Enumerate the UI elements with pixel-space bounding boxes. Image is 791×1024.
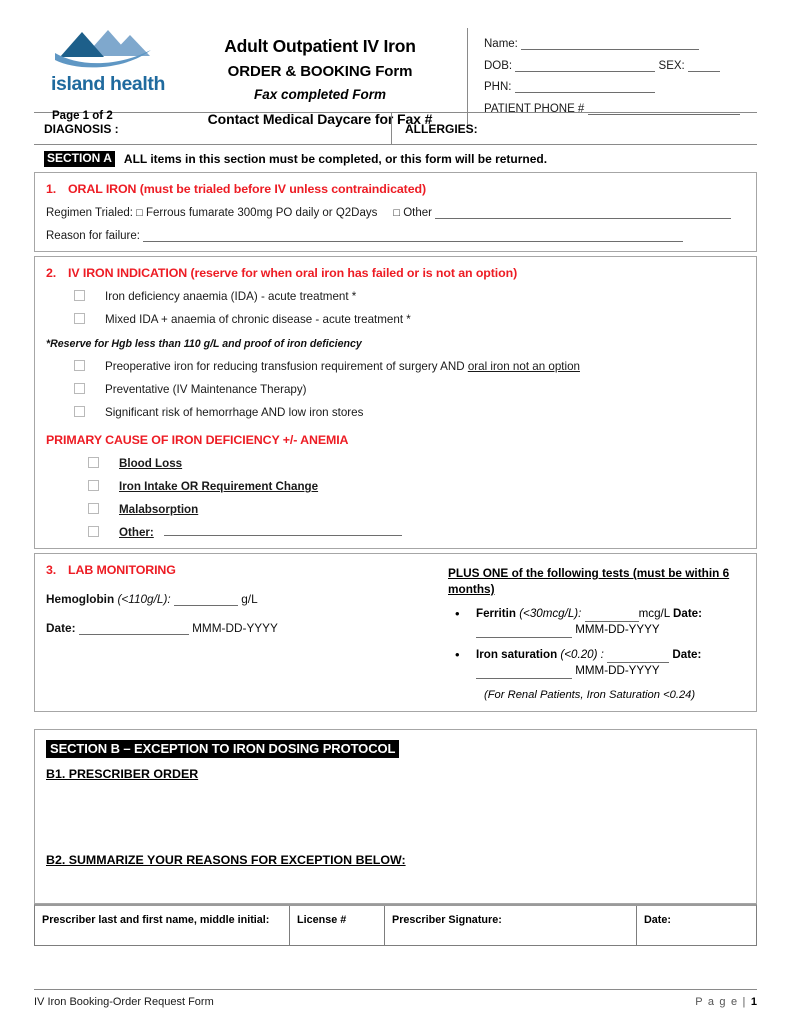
patient-sex-label: SEX: — [658, 59, 685, 72]
ferritin-range: (<30mcg/L): — [519, 607, 582, 620]
lab-monitoring-heading — [46, 563, 444, 577]
lab-right-column — [444, 563, 746, 701]
hemoglobin-date-field[interactable] — [79, 624, 189, 635]
prescriber-table — [34, 904, 757, 946]
cause-item-other[interactable] — [46, 525, 744, 539]
hemoglobin-row — [46, 592, 444, 606]
diagnosis-cell[interactable] — [34, 113, 392, 144]
cause-iron-intake-label: Iron Intake OR Requirement Change — [119, 480, 319, 493]
section-b-box — [34, 729, 757, 904]
hemoglobin-label: Hemoglobin — [46, 592, 115, 606]
hemoglobin-value-field[interactable] — [174, 595, 238, 606]
bullet-dot-icon-2: • — [455, 647, 460, 662]
lab-monitoring-box — [34, 553, 757, 712]
reason-for-failure-field[interactable] — [143, 231, 683, 242]
checkbox-ferrous-fumarate[interactable]: □ — [136, 207, 143, 219]
oral-iron-box — [34, 172, 757, 252]
section-b2-heading: B2. SUMMARIZE YOUR REASONS FOR EXCEPTION BELOW: — [46, 853, 406, 867]
brand-block — [34, 26, 179, 122]
patient-dob-label: DOB: — [484, 59, 513, 72]
cause-other-field[interactable] — [164, 525, 402, 536]
patient-phn-field[interactable] — [515, 82, 655, 93]
ferritin-content — [476, 606, 746, 638]
patient-sex-field[interactable] — [688, 61, 720, 72]
form-title-line4: Contact Medical Daycare for Fax # — [207, 111, 433, 127]
patient-name-field[interactable] — [521, 39, 699, 50]
section-a-tag: SECTION A — [44, 151, 115, 167]
ferritin-date-format: MMM-DD-YYYY — [575, 623, 660, 636]
iron-saturation-date-format: MMM-DD-YYYY — [575, 664, 660, 677]
prescriber-name-label: Prescriber last and first name, middle initial: — [42, 914, 270, 926]
patient-phone-label: PATIENT PHONE # — [484, 102, 585, 115]
section-a-note: ALL items in this section must be completed, or this form will be returned. — [123, 151, 548, 166]
iv-indication-number: 2. — [46, 266, 57, 280]
footer-page-word: P a g e — [695, 996, 743, 1008]
hemoglobin-date-format: MMM-DD-YYYY — [192, 621, 278, 635]
indication-hemorrhage-label: Significant risk of hemorrhage AND low iron stores — [105, 406, 364, 419]
form-title-line3: Fax completed Form — [253, 87, 387, 102]
oral-iron-heading-text: ORAL IRON (must be trialed before IV unless contraindicated) — [68, 182, 426, 196]
section-b-title: SECTION B – EXCEPTION TO IRON DOSING PROTOCOL — [46, 740, 399, 758]
hemoglobin-range: (<110g/L): — [117, 592, 171, 606]
reserve-hgb-note: *Reserve for Hgb less than 110 g/L and proof of iron deficiency — [46, 338, 362, 350]
ferritin-date-field[interactable] — [476, 627, 572, 638]
primary-cause-heading: PRIMARY CAUSE OF IRON DEFICIENCY +/- ANEMIA — [46, 433, 349, 447]
prescriber-signature-cell[interactable] — [385, 906, 637, 945]
indication-item-preoperative[interactable] — [46, 359, 744, 373]
iron-saturation-date-label: Date: — [672, 648, 702, 661]
iv-indication-heading-text: IV IRON INDICATION (reserve for when oral iron has failed or is not an option) — [68, 266, 518, 280]
checkbox-regimen-other[interactable]: □ — [393, 207, 401, 219]
lab-left-column — [46, 563, 444, 701]
allergies-label: ALLERGIES: — [405, 121, 478, 136]
renal-patients-note: (For Renal Patients, Iron Saturation <0.24) — [484, 689, 696, 701]
oral-iron-heading — [46, 182, 744, 196]
page-footer — [34, 989, 757, 1008]
checkbox-cause-other[interactable] — [88, 526, 99, 537]
preoperative-underlined-text: oral iron not an option — [467, 360, 580, 373]
iv-iron-indication-box — [34, 256, 757, 549]
cause-blood-loss-label: Blood Loss — [119, 457, 183, 470]
checkbox-ida-acute[interactable] — [74, 290, 85, 301]
cause-other-label: Other: — [119, 526, 154, 539]
cause-malabsorption-label: Malabsorption — [119, 503, 199, 516]
indication-preoperative-label — [105, 360, 580, 373]
footer-form-name: IV Iron Booking-Order Request Form — [34, 996, 214, 1008]
section-b1-heading: B1. PRESCRIBER ORDER — [46, 767, 199, 781]
ferritin-label: Ferritin — [476, 607, 516, 620]
patient-phn-label: PHN: — [484, 81, 512, 93]
patient-phn-row — [484, 81, 753, 93]
ferritin-unit: mcg/L — [638, 607, 670, 620]
allergies-cell[interactable] — [392, 113, 757, 144]
iron-saturation-label: Iron saturation — [476, 648, 558, 661]
hemoglobin-unit: g/L — [241, 592, 258, 606]
indication-preventative-label: Preventative (IV Maintenance Therapy) — [105, 383, 307, 396]
footer-page-separator: | — [742, 996, 751, 1008]
patient-name-row — [484, 38, 753, 50]
prescriber-date-cell[interactable] — [637, 906, 756, 945]
indication-item-hemorrhage-risk[interactable] — [46, 405, 744, 419]
form-title-line1: Adult Outpatient IV Iron — [224, 36, 416, 56]
reason-for-failure-label: Reason for failure: — [46, 230, 140, 242]
patient-dob-row — [484, 60, 753, 72]
indication-ida-label: Iron deficiency anaemia (IDA) - acute treatment * — [105, 290, 357, 303]
iron-saturation-range: (<0.20) : — [560, 648, 604, 661]
indication-item-preventative[interactable] — [46, 382, 744, 396]
checkbox-preventative[interactable] — [74, 383, 85, 394]
cause-item-iron-intake[interactable] — [46, 479, 744, 493]
diagnosis-allergies-row — [34, 113, 757, 144]
cause-item-blood-loss[interactable] — [46, 456, 744, 470]
iron-saturation-value-field[interactable] — [607, 652, 669, 663]
logo-wordmark: island health — [51, 73, 165, 95]
iv-indication-heading — [46, 266, 744, 280]
iron-saturation-date-field[interactable] — [476, 668, 572, 679]
regimen-other-field[interactable] — [435, 208, 731, 219]
checkbox-iron-intake[interactable] — [88, 480, 99, 491]
checkbox-malabsorption[interactable] — [88, 503, 99, 514]
checkbox-blood-loss[interactable] — [88, 457, 99, 468]
regimen-trialed-label: Regimen Trialed: — [46, 207, 133, 219]
bullet-dot-icon: • — [455, 606, 460, 621]
regimen-option1-label: Ferrous fumarate 300mg PO daily or Q2Days — [146, 207, 378, 219]
footer-page-value: 1 — [750, 996, 757, 1008]
prescriber-signature-label: Prescriber Signature: — [392, 914, 502, 926]
title-block — [179, 26, 467, 127]
preoperative-text: Preoperative iron for reducing transfusion requirement of surgery AND — [105, 360, 468, 373]
mountain-wave-icon — [51, 26, 155, 72]
ferritin-value-field[interactable] — [585, 611, 639, 622]
oral-iron-number: 1. — [46, 182, 57, 196]
hemoglobin-date-row — [46, 621, 444, 635]
prescriber-license-label: License # — [297, 914, 347, 926]
patient-dob-field[interactable] — [515, 61, 655, 72]
diagnosis-label: DIAGNOSIS : — [44, 121, 119, 136]
checkbox-hemorrhage-risk[interactable] — [74, 406, 85, 417]
prescriber-name-cell[interactable] — [35, 906, 290, 945]
ferritin-date-label: Date: — [673, 607, 702, 620]
reason-for-failure-row — [46, 230, 744, 242]
regimen-option2-label: Other — [403, 207, 432, 219]
ferritin-bullet — [448, 606, 746, 638]
iron-saturation-content — [476, 647, 746, 679]
hemoglobin-date-label: Date: — [46, 621, 76, 635]
iron-saturation-bullet — [448, 647, 746, 679]
page-of-label: Page 1 of 2 — [52, 110, 113, 122]
plus-one-heading: PLUS ONE of the following tests (must be within 6 months) — [448, 566, 730, 596]
island-health-logo — [51, 26, 165, 96]
form-header — [34, 0, 757, 127]
prescriber-license-cell[interactable] — [290, 906, 385, 945]
indication-item-ida[interactable] — [46, 289, 744, 303]
checkbox-mixed-ida[interactable] — [74, 313, 85, 324]
prescriber-date-label: Date: — [644, 914, 671, 926]
section-a-bar — [34, 145, 757, 172]
indication-item-mixed-ida[interactable] — [46, 312, 744, 326]
lab-monitoring-heading-text: LAB MONITORING — [68, 563, 176, 577]
footer-page-number — [695, 996, 757, 1008]
patient-name-label: Name: — [484, 38, 518, 50]
cause-item-malabsorption[interactable] — [46, 502, 744, 516]
regimen-trialed-row — [46, 207, 744, 219]
indication-mixed-ida-label: Mixed IDA + anaemia of chronic disease - acute treatment * — [105, 313, 411, 326]
checkbox-preoperative-iron[interactable] — [74, 360, 85, 371]
form-title-line2: ORDER & BOOKING Form — [227, 63, 413, 80]
lab-monitoring-number: 3. — [46, 563, 57, 577]
